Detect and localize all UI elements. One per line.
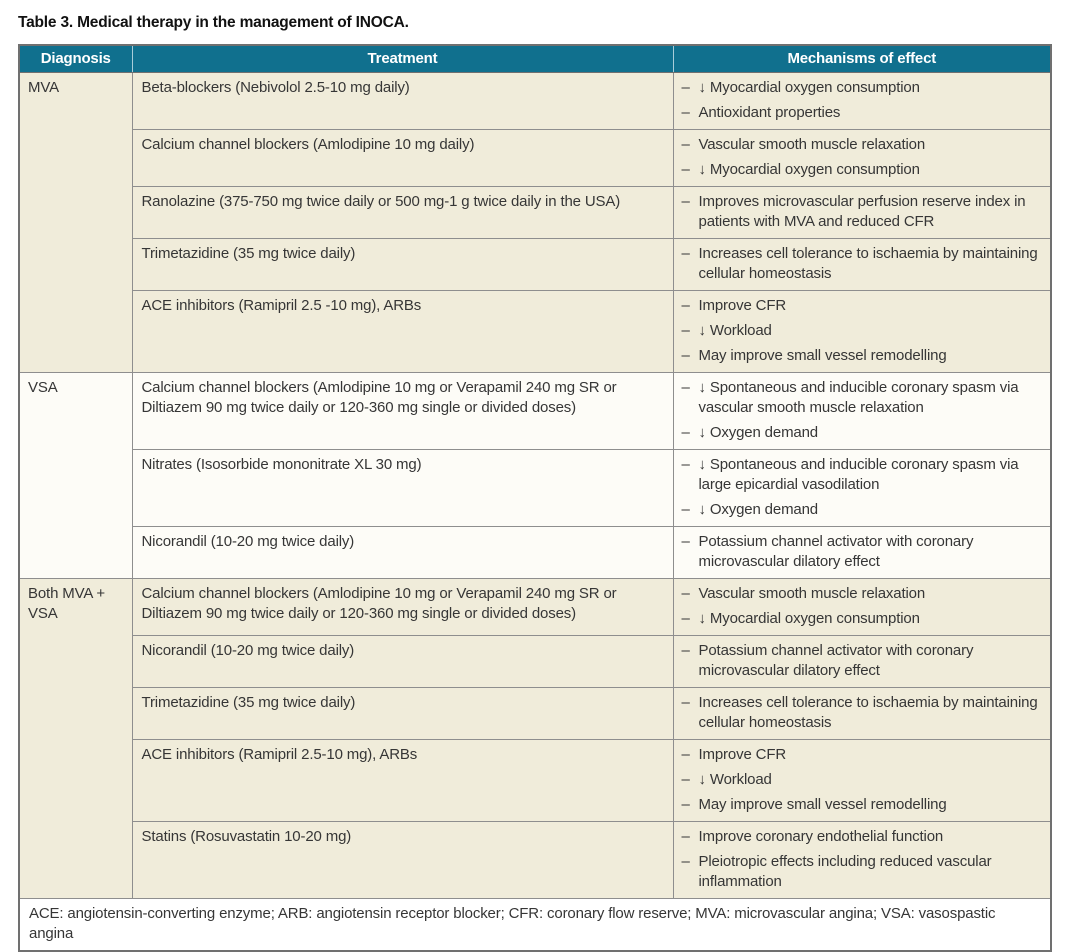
diagnosis-cell: MVA xyxy=(19,72,132,372)
table-title: Table 3. Medical therapy in the management of INOCA. xyxy=(18,14,409,31)
treatment-cell: Nitrates (Isosorbide mononitrate XL 30 mg) xyxy=(132,449,673,526)
treatment-cell: Statins (Rosuvastatin 10-20 mg) xyxy=(132,821,673,898)
mechanism-text: ↓ Oxygen demand xyxy=(698,500,818,518)
mechanisms-cell xyxy=(673,449,1051,526)
mechanisms-cell xyxy=(673,635,1051,687)
dash-marker: – xyxy=(681,500,690,518)
mechanism-text: Potassium channel activator with coronary microvascular dilatory effect xyxy=(698,641,974,679)
mechanism-item xyxy=(682,827,1045,847)
header-cell: Mechanisms of effect xyxy=(673,45,1051,72)
mechanism-item xyxy=(682,346,1045,366)
dash-marker: – xyxy=(681,693,690,711)
mechanism-item xyxy=(682,609,1045,629)
mechanism-text: ↓ Myocardial oxygen consumption xyxy=(698,78,920,96)
dash-marker: – xyxy=(681,609,690,627)
footnote-row xyxy=(19,898,1051,951)
mechanisms-cell xyxy=(673,372,1051,449)
mechanism-item xyxy=(682,693,1045,733)
dash-marker: – xyxy=(681,455,690,473)
section-vsa xyxy=(19,372,1051,578)
mechanism-text: Increases cell tolerance to ischaemia by maintaining cellular homeostasis xyxy=(698,244,1038,282)
inoca-table xyxy=(18,44,1052,952)
table-row xyxy=(19,578,1051,635)
treatment-cell: Calcium channel blockers (Amlodipine 10 mg daily) xyxy=(132,129,673,186)
dash-marker: – xyxy=(681,378,690,396)
treatment-cell: Nicorandil (10-20 mg twice daily) xyxy=(132,526,673,578)
mechanism-text: ↓ Oxygen demand xyxy=(698,423,818,441)
mechanisms-cell xyxy=(673,186,1051,238)
table-row xyxy=(19,372,1051,449)
dash-marker: – xyxy=(681,296,690,314)
table-row xyxy=(19,129,1051,186)
treatment-cell: Calcium channel blockers (Amlodipine 10 mg or Verapamil 240 mg SR or Diltiazem 90 mg twice daily or 120-360 mg single or divided doses) xyxy=(132,372,673,449)
treatment-cell: Nicorandil (10-20 mg twice daily) xyxy=(132,635,673,687)
mechanism-item xyxy=(682,321,1045,341)
dash-marker: – xyxy=(681,641,690,659)
dash-marker: – xyxy=(681,321,690,339)
treatment-cell: Trimetazidine (35 mg twice daily) xyxy=(132,687,673,739)
treatment-cell: Ranolazine (375-750 mg twice daily or 500 mg-1 g twice daily in the USA) xyxy=(132,186,673,238)
mechanisms-cell xyxy=(673,290,1051,372)
mechanism-item xyxy=(682,244,1045,284)
mechanism-item xyxy=(682,192,1045,232)
table-row xyxy=(19,739,1051,821)
dash-marker: – xyxy=(681,852,690,870)
mechanism-text: ↓ Myocardial oxygen consumption xyxy=(698,609,920,627)
mechanism-text: ↓ Spontaneous and inducible coronary spasm via vascular smooth muscle relaxation xyxy=(698,378,1019,416)
mechanism-text: Vascular smooth muscle relaxation xyxy=(698,135,926,153)
dash-marker: – xyxy=(681,103,690,121)
mechanism-item xyxy=(682,78,1045,98)
treatment-cell: Trimetazidine (35 mg twice daily) xyxy=(132,238,673,290)
dash-marker: – xyxy=(681,827,690,845)
table-row xyxy=(19,821,1051,898)
mechanism-text: Improve CFR xyxy=(698,745,787,763)
dash-marker: – xyxy=(681,795,690,813)
mechanism-text: Potassium channel activator with coronary microvascular dilatory effect xyxy=(698,532,974,570)
dash-marker: – xyxy=(681,78,690,96)
dash-marker: – xyxy=(681,160,690,178)
mechanism-text: Increases cell tolerance to ischaemia by maintaining cellular homeostasis xyxy=(698,693,1038,731)
section-mva xyxy=(19,72,1051,372)
mechanism-item xyxy=(682,455,1045,495)
table-row xyxy=(19,238,1051,290)
mechanism-item xyxy=(682,584,1045,604)
table-row xyxy=(19,526,1051,578)
mechanisms-cell xyxy=(673,129,1051,186)
mechanism-text: Vascular smooth muscle relaxation xyxy=(698,584,926,602)
mechanism-item xyxy=(682,378,1045,418)
mechanism-item xyxy=(682,500,1045,520)
dash-marker: – xyxy=(681,244,690,262)
mechanism-item xyxy=(682,160,1045,180)
mechanism-text: ↓ Spontaneous and inducible coronary spasm via large epicardial vasodilation xyxy=(698,455,1019,493)
table-row xyxy=(19,290,1051,372)
mechanism-text: Improve coronary endothelial function xyxy=(698,827,944,845)
treatment-cell: ACE inhibitors (Ramipril 2.5 -10 mg), ARBs xyxy=(132,290,673,372)
diagnosis-cell: Both MVA + VSA xyxy=(19,578,132,898)
table-row xyxy=(19,449,1051,526)
mechanism-text: Pleiotropic effects including reduced vascular inflammation xyxy=(698,852,992,890)
mechanism-text: ↓ Workload xyxy=(698,770,772,788)
treatment-cell: Beta-blockers (Nebivolol 2.5-10 mg daily) xyxy=(132,72,673,129)
section-both-mva-vsa xyxy=(19,578,1051,898)
mechanism-text: Antioxidant properties xyxy=(698,103,841,121)
dash-marker: – xyxy=(681,584,690,602)
mechanism-item xyxy=(682,770,1045,790)
mechanism-item xyxy=(682,795,1045,815)
mechanism-text: May improve small vessel remodelling xyxy=(698,346,947,364)
table-row xyxy=(19,635,1051,687)
mechanism-item xyxy=(682,745,1045,765)
mechanism-text: ↓ Workload xyxy=(698,321,772,339)
mechanism-text: May improve small vessel remodelling xyxy=(698,795,947,813)
header-cell: Diagnosis xyxy=(19,45,132,72)
dash-marker: – xyxy=(681,192,690,210)
mechanisms-cell xyxy=(673,72,1051,129)
table-row xyxy=(19,72,1051,129)
dash-marker: – xyxy=(681,135,690,153)
header-row xyxy=(19,45,1051,72)
table-header xyxy=(19,45,1051,72)
mechanism-item xyxy=(682,532,1045,572)
mechanism-item xyxy=(682,135,1045,155)
treatment-cell: ACE inhibitors (Ramipril 2.5-10 mg), ARBs xyxy=(132,739,673,821)
mechanisms-cell xyxy=(673,821,1051,898)
table-footer xyxy=(19,898,1051,951)
mechanisms-cell xyxy=(673,526,1051,578)
mechanism-text: ↓ Myocardial oxygen consumption xyxy=(698,160,920,178)
mechanisms-cell xyxy=(673,578,1051,635)
mechanisms-cell xyxy=(673,739,1051,821)
diagnosis-cell: VSA xyxy=(19,372,132,578)
mechanisms-cell xyxy=(673,238,1051,290)
mechanism-item xyxy=(682,103,1045,123)
mechanism-item xyxy=(682,296,1045,316)
mechanism-text: Improve CFR xyxy=(698,296,787,314)
mechanisms-cell xyxy=(673,687,1051,739)
mechanism-item xyxy=(682,641,1045,681)
footnote: ACE: angiotensin-converting enzyme; ARB: angiotensin receptor blocker; CFR: coronary flow reserve; MVA: microvascular angina; VSA: vasospastic angina xyxy=(19,898,1051,951)
dash-marker: – xyxy=(681,423,690,441)
dash-marker: – xyxy=(681,346,690,364)
mechanism-text: Improves microvascular perfusion reserve index in patients with MVA and reduced CFR xyxy=(698,192,1026,230)
dash-marker: – xyxy=(681,532,690,550)
table-row xyxy=(19,186,1051,238)
dash-marker: – xyxy=(681,745,690,763)
mechanism-item xyxy=(682,423,1045,443)
treatment-cell: Calcium channel blockers (Amlodipine 10 mg or Verapamil 240 mg SR or Diltiazem 90 mg twice daily or 120-360 mg single or divided doses) xyxy=(132,578,673,635)
header-cell: Treatment xyxy=(132,45,673,72)
mechanism-item xyxy=(682,852,1045,892)
dash-marker: – xyxy=(681,770,690,788)
table-row xyxy=(19,687,1051,739)
